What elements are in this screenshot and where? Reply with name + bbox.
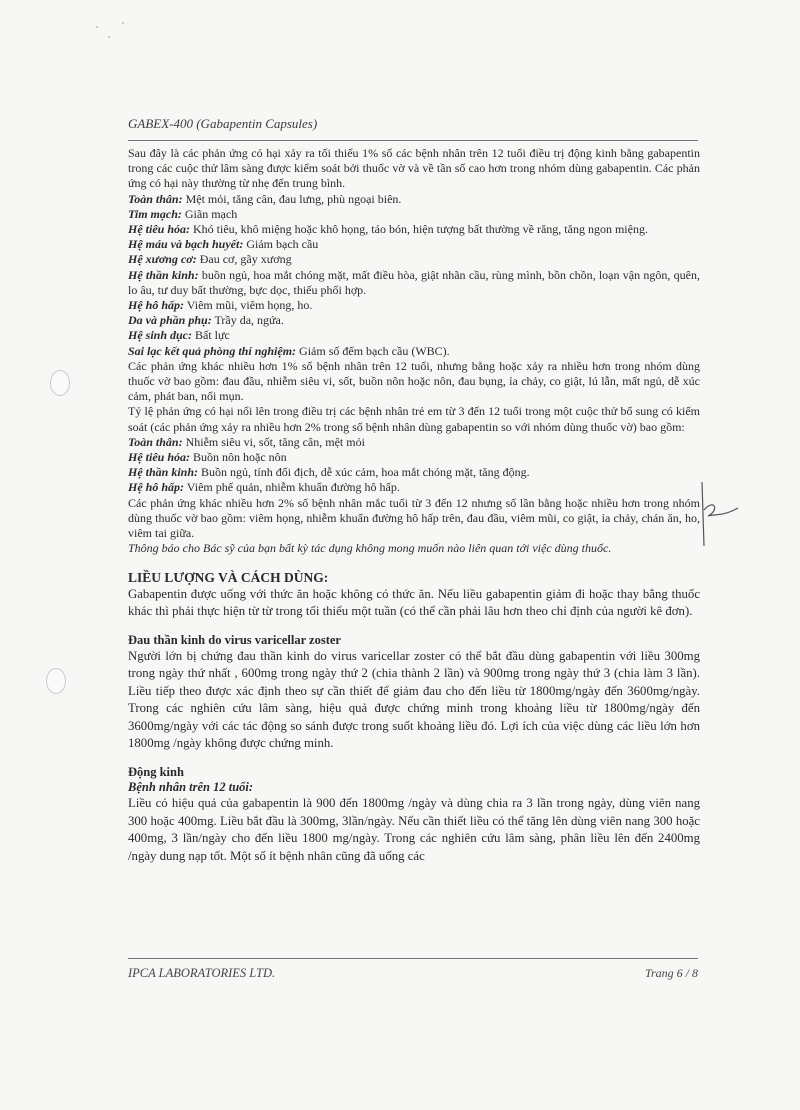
epilepsy-paragraph: Liều có hiệu quả của gabapentin là 900 đến 1800mg /ngày và dùng chia ra 3 lần trong ngày, dùng viên nang 300 hoặc 400mg. Liều bắt đầu là 300mg, 3lần/ngày. Nếu cần thiết liều có thể tăng lên dùng viên nang 300 hoặc 400mg, 3 lần/ngày cho đến liều 1800 mg/ngày. Trong các nghiên cứu lâm sàng, phân liều lên đến 2400mg /ngày dung nạp tốt. Một số ít bệnh nhân cũng đã uống các [128, 796, 700, 863]
page-number: Trang 6 / 8 [644, 966, 698, 980]
header-rule [128, 140, 698, 141]
child-item-text: Viêm phế quản, nhiễm khuẩn đường hô hấp. [184, 480, 400, 495]
adverse-item-text: Bất lực [192, 328, 230, 343]
adverse-item [128, 237, 700, 252]
child-item-text: Nhiễm siêu vi, sốt, tăng cân, mệt mỏi [182, 434, 365, 449]
zoster-heading: Đau thần kinh do virus varicellar zoster [128, 632, 341, 647]
child-item-label: Hệ tiêu hóa: [128, 450, 190, 465]
adverse-item [128, 252, 700, 267]
adverse-item [128, 313, 700, 328]
adverse-item-label: Hệ tiêu hóa: [128, 222, 190, 237]
adverse-item-text: Giảm bạch cầu [243, 237, 319, 252]
adverse-item-label: Sai lạc kết quả phòng thí nghiệm: [128, 343, 297, 358]
scan-speck [96, 26, 98, 28]
child-item [128, 435, 700, 450]
adverse-item [128, 298, 700, 313]
notice-text: Thông báo cho Bác sỹ của bạn bất kỳ tác dụng không mong muốn nào liên quan tới việc dùng thuốc. [128, 541, 612, 556]
zoster-paragraph: Người lớn bị chứng đau thần kinh do virus varicellar zoster có thể bắt đầu dùng gabapentin với liều 300mg trong ngày thứ nhất , 600mg trong ngày thứ 2 (chia thành 2 lần) và 900mg trong ngày thứ 3 (chia làm 3 lần). Liều tiếp theo được xác định theo sự cần thiết để giảm đau cho đến liều từ 1800mg/ngày đến 3600mg/ngày. Trong các nghiên cứu lâm sàng, hiệu quả được chứng minh trong khoảng liều từ 1800mg/ngày đến 3600mg/ngày với các tác động so sánh được trong suốt khoảng liều đó. Lợi ích của việc dùng các liều lớn hơn 1800mg /ngày không được chứng minh. [128, 648, 700, 751]
adverse-child-paragraph: Tỷ lệ phản ứng có hại nổi lên trong điều trị các bệnh nhân trẻ em từ 3 đến 12 tuổi trong một cuộc thử bổ sung có kiểm soát (các phản ứng xảy ra nhiều hơn 2% trong số bệnh nhân dùng gabapentin so với nhóm dùng thuốc vờ) bao gồm: [128, 404, 700, 434]
adverse-item [128, 268, 700, 298]
scan-speck [108, 36, 110, 38]
adverse-item [128, 344, 700, 359]
child-item [128, 450, 700, 465]
adverse-item-label: Hệ máu và bạch huyết: [128, 237, 244, 252]
child-item-label: Hệ hô hấp: [128, 480, 185, 495]
epilepsy-heading: Động kinh [128, 764, 184, 779]
adverse-item-label: Hệ sinh dục: [128, 328, 193, 343]
adverse-item-label: Hệ hô hấp: [128, 298, 185, 313]
child-other-paragraph: Các phản ứng khác nhiều hơn 2% số bệnh nhân mắc tuổi từ 3 đến 12 nhưng số lần bằng hoặc nhiều hơn trong nhóm dùng thuốc vờ bao gồm: viêm họng, nhiễm khuẩn đường hô hấp trên, đau đầu, viêm mũi, co giật, ỉa chảy, chán ăn, ho, viêm tai giữa. [128, 495, 700, 541]
punch-hole [46, 668, 66, 694]
child-item-label: Hệ thần kinh: [128, 465, 199, 480]
adverse-item-text: Trầy da, ngứa. [211, 313, 284, 328]
footer-rule [128, 958, 698, 959]
child-item-label: Toàn thân: [128, 434, 183, 449]
adverse-item [128, 207, 700, 222]
adverse-item [128, 328, 700, 343]
adverse-item [128, 192, 700, 207]
dosage-section-title: LIỀU LƯỢNG VÀ CÁCH DÙNG: [128, 570, 329, 586]
adverse-item-text: Viêm mũi, viêm họng, ho. [184, 298, 313, 313]
adverse-item-text: Đau cơ, gãy xương [196, 252, 292, 267]
document-body [128, 146, 700, 865]
scan-speck [122, 22, 124, 24]
adverse-item-label: Hệ thần kinh: [128, 267, 199, 282]
adverse-item-text: Giãn mạch [181, 206, 238, 221]
child-item-text: Buồn nôn hoặc nôn [190, 450, 287, 465]
adverse-item [128, 222, 700, 237]
adverse-item-text: buồn ngủ, hoa mắt chóng mặt, mất điều hòa, giật nhãn cầu, rùng mình, bồn chồn, loạn vận ngôn, quên, lo âu, tư duy bất thường, bực dọc, thiếu phối hợp. [128, 267, 700, 297]
adverse-item-label: Toàn thân: [128, 191, 183, 206]
adverse-item-text: Khó tiêu, khô miệng hoặc khô họng, táo bón, hiện tượng bất thường về răng, tăng ngon miệng. [190, 222, 648, 237]
adverse-item-text: Mệt mỏi, tăng cân, đau lưng, phù ngoại biên. [182, 191, 402, 206]
epilepsy-subheading: Bệnh nhân trên 12 tuổi: [128, 780, 254, 795]
adverse-item-label: Tim mạch: [128, 206, 182, 221]
punch-hole [50, 370, 70, 396]
child-item-text: Buồn ngủ, tính đối địch, dễ xúc cảm, hoa mắt chóng mặt, tăng động. [198, 465, 530, 480]
adverse-intro: Sau đây là các phản ứng có hại xảy ra tối thiểu 1% số các bệnh nhân trên 12 tuổi điều trị động kinh bằng gabapentin trong các cuộc thử lâm sàng được kiểm soát bởi thuốc vờ và về tần số cao hơn trong nhóm dùng gabapentin. Các phản ứng có hại này thường từ nhẹ đến trung bình. [128, 146, 700, 191]
child-item [128, 480, 700, 495]
adverse-item-text: Giảm số đếm bạch cầu (WBC). [296, 343, 450, 358]
adverse-other-paragraph: Các phản ứng khác nhiều hơn 1% số bệnh nhân trên 12 tuổi, nhưng bằng hoặc xảy ra nhiều hơn trong nhóm dùng thuốc vờ bao gồm: đau đầu, nhiễm siêu vi, sốt, buồn nôn hoặc nôn, đau bụng, ỉa chảy, co giật, lú lẫn, mất ngủ, dễ xúc cảm, phát ban, nổi mụn. [128, 358, 700, 404]
document-header-title: GABEX-400 (Gabapentin Capsules) [128, 116, 318, 131]
child-item [128, 465, 700, 480]
dosage-intro: Gabapentin được uống với thức ăn hoặc không có thức ăn. Nếu liều gabapentin giảm đi hoặc thay bằng thuốc khác thì phải thực hiện từ từ trong tối thiểu một tuần (có thể cần phải lâu hơn theo chỉ định của người kê đơn). [128, 586, 700, 619]
footer-company: IPCA LABORATORIES LTD. [128, 966, 276, 980]
adverse-item-label: Hệ xương cơ: [128, 252, 197, 267]
adverse-item-label: Da và phần phụ: [128, 313, 212, 328]
